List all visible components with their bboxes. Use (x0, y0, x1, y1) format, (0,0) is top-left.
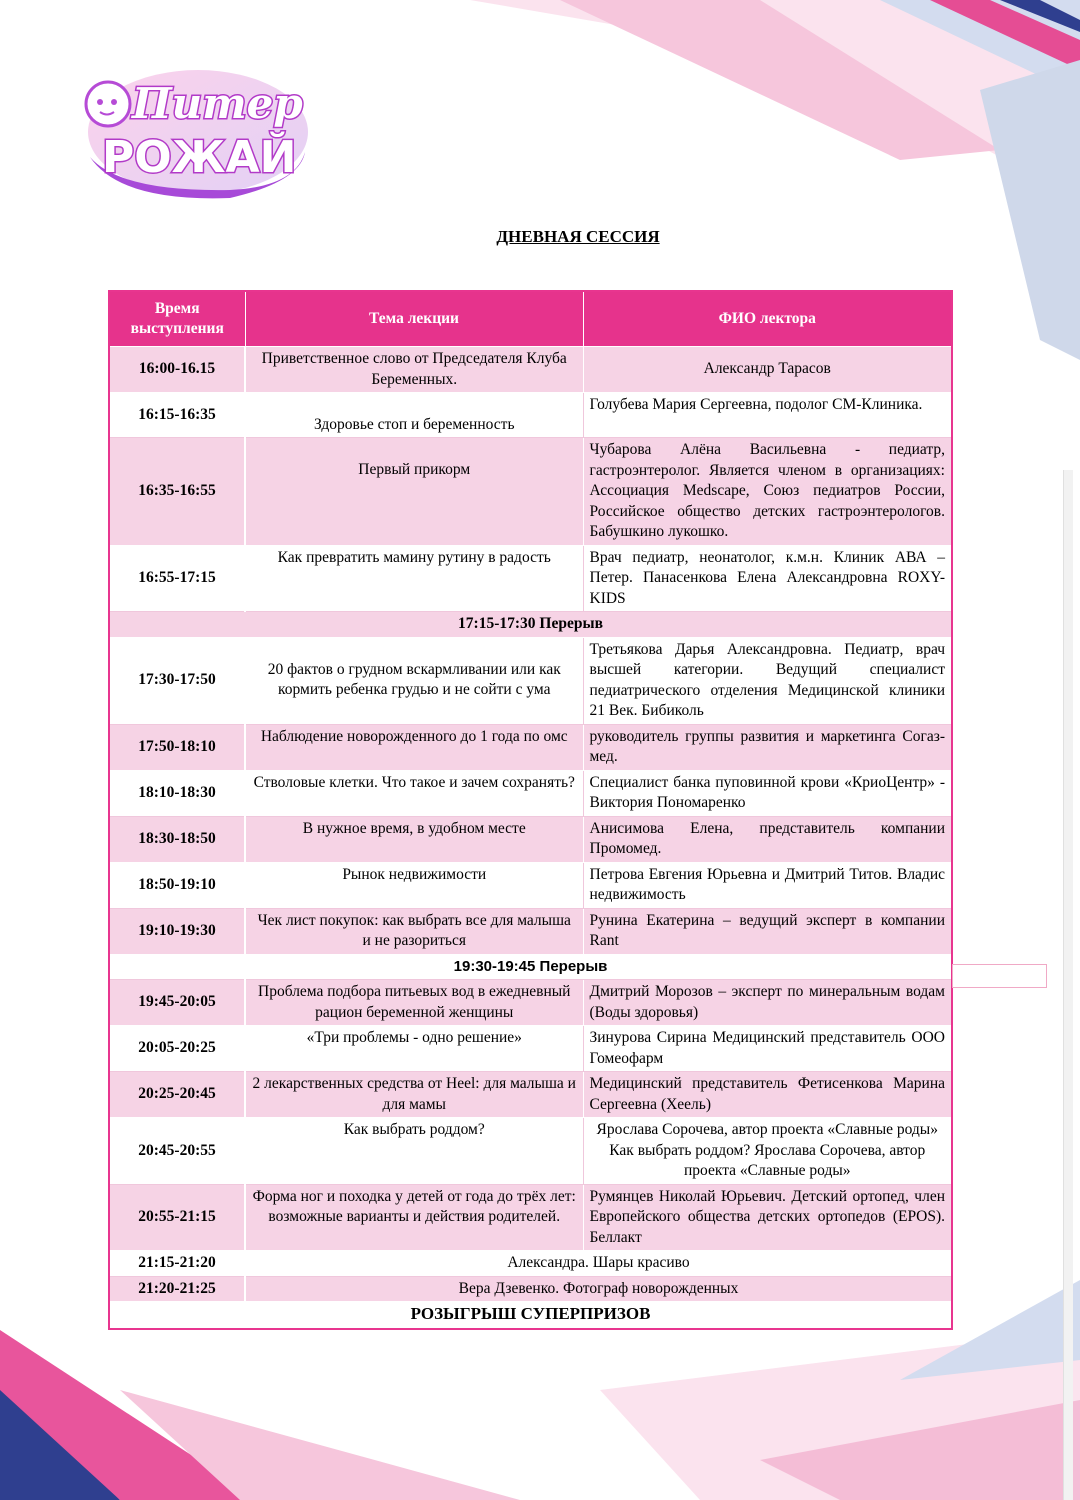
row-lecturer: Петрова Евгения Юрьевна и Дмитрий Титов. Владис недвижимость (583, 862, 952, 908)
piter-rozhai-logo (80, 62, 312, 202)
row-time: 20:05-20:25 (109, 1026, 245, 1072)
header-topic: Тема лекции (245, 291, 583, 347)
row-topic: Чек лист покупок: как выбрать все для малыша и не разориться (245, 908, 583, 954)
page-title: ДНЕВНАЯ СЕССИЯ (496, 227, 660, 246)
row-time: 17:50-18:10 (109, 724, 245, 770)
final-row (109, 1302, 952, 1330)
break-label: 19:30-19:45 Перерыв (109, 954, 952, 980)
table-row (109, 1251, 952, 1277)
row-lecturer: Врач педиатр, неонатолог, к.м.н. Клиник АВА –Петер. Панасенкова Елена Александровна ROXY-KIDS (583, 545, 952, 612)
table-row (109, 980, 952, 1026)
row-lecturer: Чубарова Алёна Васильевна - педиатр, гастроэнтеролог. Является членом в организациях: Ассоциация Medscape, Союз педиатров России, Российское общество детских гастроэнтерологов. Бабушкино лукошко. (583, 438, 952, 546)
table-row (109, 908, 952, 954)
row-time: 16:55-17:15 (109, 545, 245, 612)
row-topic: Наблюдение новорожденного до 1 года по омс (245, 724, 583, 770)
table-row (109, 770, 952, 816)
row-lecturer: Рунина Екатерина – ведущий эксперт в компании Rant (583, 908, 952, 954)
row-topic: Проблема подбора питьевых вод в ежедневный рацион беременной женщины (245, 980, 583, 1026)
break-label: 17:15-17:30 Перерыв (109, 612, 952, 638)
table-row (109, 1072, 952, 1118)
table-row (109, 724, 952, 770)
row-topic: Как выбрать роддом? (245, 1118, 583, 1185)
row-topic: Первый прикорм (245, 438, 583, 546)
row-topic: Здоровье стоп и беременность (245, 393, 583, 438)
logo-line-2: РОЖАЙ (102, 132, 297, 183)
row-lecturer: Румянцев Николай Юрьевич. Детский ортопед, член Европейского общества детских ортопедов (EPOS). Беллакт (583, 1184, 952, 1251)
row-time: 19:45-20:05 (109, 980, 245, 1026)
schedule-table (108, 290, 953, 1330)
row-topic: Рынок недвижимости (245, 862, 583, 908)
row-topic: «Три проблемы - одно решение» (245, 1026, 583, 1072)
row-lecturer: Зинурова Сирина Медицинский представитель ООО Гомеофарм (583, 1026, 952, 1072)
row-lecturer: Александр Тарасов (583, 347, 952, 393)
row-topic: Как превратить мамину рутину в радость (245, 545, 583, 612)
row-time: 18:10-18:30 (109, 770, 245, 816)
row-lecturer: Третьякова Дарья Александровна. Педиатр, врач высшей категории. Ведущий специалист педиатрического отделения Медицинской клиники 21 Век. Бибиколь (583, 637, 952, 724)
row-time: 16:35-16:55 (109, 438, 245, 546)
scrollbar[interactable] (1063, 470, 1073, 1500)
row-time: 21:15-21:20 (109, 1251, 245, 1277)
row-topic: 2 лекарственных средства от Heel: для малыша и для мамы (245, 1072, 583, 1118)
table-row (109, 816, 952, 862)
row-lecturer: руководитель группы развития и маркетинга Согаз-мед. (583, 724, 952, 770)
superprize-draw: РОЗЫГРЫШ СУПЕРПРИЗОВ (109, 1302, 952, 1330)
row-topic: Форма ног и походка у детей от года до трёх лет: возможные варианты и действия родителей. (245, 1184, 583, 1251)
row-time: 18:30-18:50 (109, 816, 245, 862)
row-topic: Стволовые клетки. Что такое и зачем сохранять? (245, 770, 583, 816)
table-row (109, 545, 952, 612)
row-time: 20:45-20:55 (109, 1118, 245, 1185)
row-time: 18:50-19:10 (109, 862, 245, 908)
table-row (109, 1118, 952, 1185)
table-row (109, 1276, 952, 1302)
row-time: 16:00-16.15 (109, 347, 245, 393)
row-lecturer: Анисимова Елена, представитель компании Промомед. (583, 816, 952, 862)
table-row (109, 637, 952, 724)
row-lecturer: Медицинский представитель Фетисенкова Марина Сергеевна (Хеель) (583, 1072, 952, 1118)
stray-cell-border (952, 964, 1047, 988)
table-row (109, 862, 952, 908)
row-lecturer: Дмитрий Морозов – эксперт по минеральным водам (Воды здоровья) (583, 980, 952, 1026)
row-lecturer: Ярослава Сорочева, автор проекта «Славные роды» Как выбрать роддом? Ярослава Сорочева, автор проекта «Славные роды» (583, 1118, 952, 1185)
table-row (109, 1184, 952, 1251)
row-topic: 20 фактов о грудном вскармливании или как кормить ребенка грудью и не сойти с ума (245, 637, 583, 724)
table-row (109, 438, 952, 546)
row-time: 19:10-19:30 (109, 908, 245, 954)
header-lecturer: ФИО лектора (583, 291, 952, 347)
table-row (109, 347, 952, 393)
row-topic: В нужное время, в удобном месте (245, 816, 583, 862)
row-merged: Александра. Шары красиво (245, 1251, 952, 1277)
header-time: Время выступления (109, 291, 245, 347)
row-topic: Приветственное слово от Председателя Клуба Беременных. (245, 347, 583, 393)
row-lecturer: Голубева Мария Сергеевна, подолог СМ-Клиника. (583, 393, 952, 438)
table-row (109, 1026, 952, 1072)
table-row (109, 393, 952, 438)
row-time: 21:20-21:25 (109, 1276, 245, 1302)
row-time: 16:15-16:35 (109, 393, 245, 438)
row-time: 17:30-17:50 (109, 637, 245, 724)
row-lecturer: Специалист банка пуповинной крови «КриоЦентр» - Виктория Пономаренко (583, 770, 952, 816)
row-time: 20:55-21:15 (109, 1184, 245, 1251)
logo-line-1: Питер (132, 79, 303, 128)
row-time: 20:25-20:45 (109, 1072, 245, 1118)
break-row (109, 612, 952, 638)
table-header-row (109, 291, 952, 347)
row-merged: Вера Дзевенко. Фотограф новорожденных (245, 1276, 952, 1302)
break-row (109, 954, 952, 980)
